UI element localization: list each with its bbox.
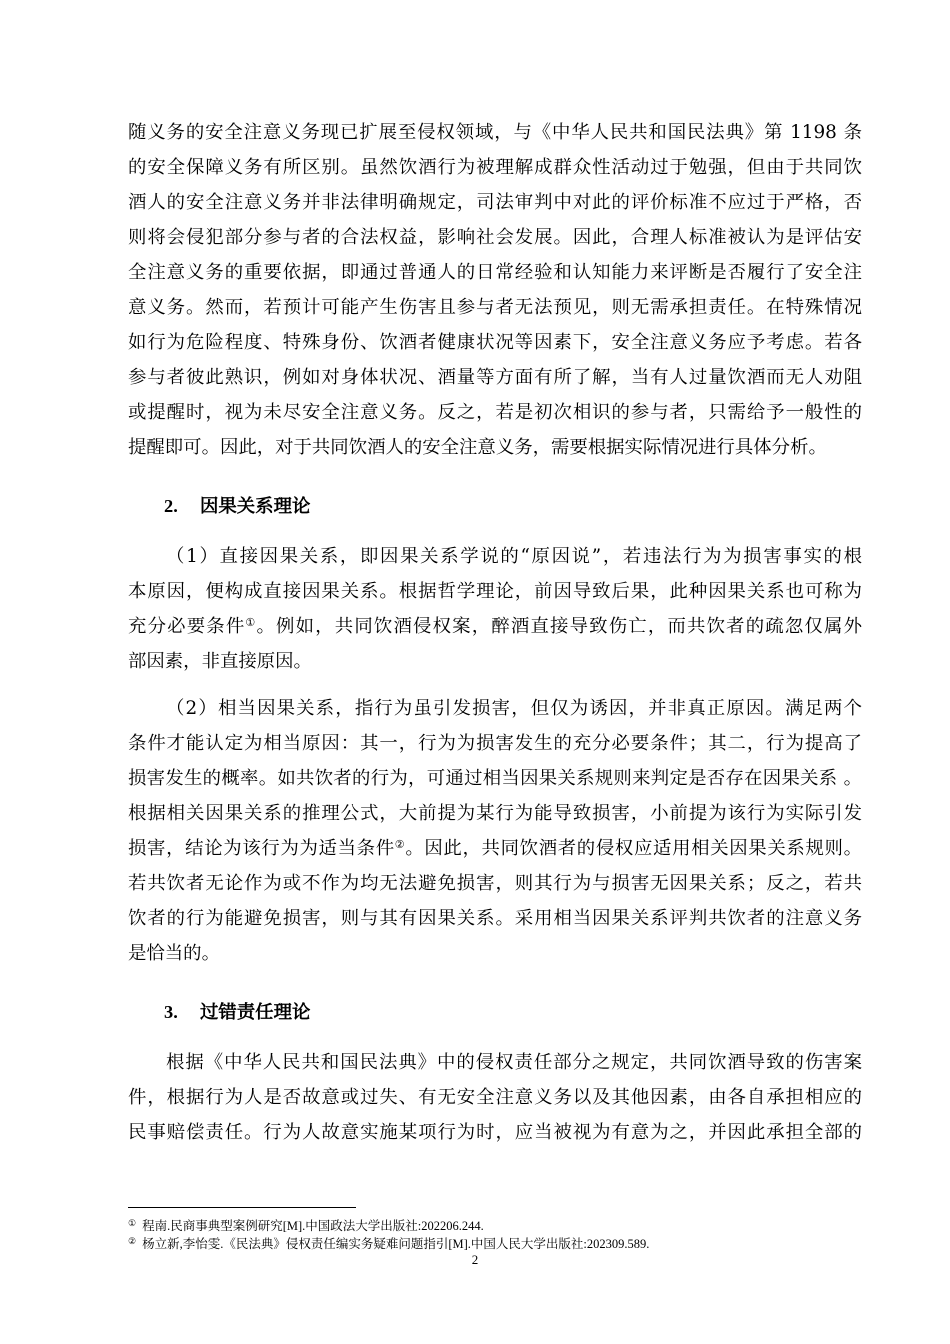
paragraph-line	[128, 837, 862, 861]
paragraph-line	[128, 615, 862, 639]
paragraph-line: 全注意义务的重要依据，即通过普通人的日常经验和认知能力来评断是否履行了安全注	[128, 262, 862, 283]
footnote-separator	[128, 1207, 356, 1208]
footnote-ref[interactable]: ①	[245, 616, 257, 629]
paragraph-line: 件，根据行为人是否故意或过失、有无安全注意义务以及其他因素，由各自承担相应的	[128, 1087, 862, 1108]
section-heading	[164, 494, 310, 519]
footnote-text: 程南.民商事典型案例研究[M].中国政法大学出版社:202206.244.	[142, 1219, 484, 1233]
footnote	[128, 1215, 484, 1234]
section-title: 因果关系理论	[200, 496, 311, 517]
paragraph-line: 意义务。然而，若预计可能产生伤害且参与者无法预见，则无需承担责任。在特殊情况	[128, 297, 862, 318]
section-number: 2.	[164, 496, 178, 516]
section-number: 3.	[164, 1002, 178, 1022]
paragraph-line: 本原因，便构成直接因果关系。根据哲学理论，前因导致后果，此种因果关系也可称为	[128, 581, 862, 602]
paragraph-line: 损害发生的概率。如共饮者的行为，可通过相当因果关系规则来判定是否存在因果关系 。	[128, 768, 862, 789]
paragraph-line: 根据《中华人民共和国民法典》中的侵权责任部分之规定，共同饮酒导致的伤害案	[166, 1052, 862, 1073]
paragraph-line: 民事赔偿责任。行为人故意实施某项行为时，应当被视为有意为之，并因此承担全部的	[128, 1122, 862, 1143]
paragraph-line: 随义务的安全注意义务现已扩展至侵权领域，与《中华人民共和国民法典》第 1198 条	[128, 122, 862, 143]
paragraph-line: 是恰当的。	[128, 943, 220, 964]
footnote-mark: ②	[128, 1236, 137, 1246]
page-number: 2	[471, 1252, 479, 1267]
paragraph-line: 条件才能认定为相当原因：其一，行为为损害发生的充分必要条件；其二，行为提高了	[128, 733, 862, 754]
paragraph-line: 酒人的安全注意义务并非法律明确规定，司法审判中对此的评价标准不应过于严格，否	[128, 192, 862, 213]
footnote	[128, 1233, 649, 1252]
text-span: 。例如，共同饮酒侵权案，醉酒直接导致伤亡，而共饮者的疏忽仅属外	[256, 616, 862, 637]
paragraph-line: （2）相当因果关系，指行为虽引发损害，但仅为诱因，并非真正原因。满足两个	[166, 698, 862, 719]
text-span: 充分必要条件	[128, 616, 246, 637]
paragraph-line: 根据相关因果关系的推理公式，大前提为某行为能导致损害，小前提为该行为实际引发	[128, 803, 862, 824]
paragraph-line: （1）直接因果关系，即因果关系学说的“原因说”，若违法行为为损害事实的根	[166, 546, 862, 567]
paragraph-line: 提醒即可。因此，对于共同饮酒人的安全注意义务，需要根据实际情况进行具体分析。	[128, 437, 827, 458]
paragraph-line: 部因素，非直接原因。	[128, 651, 312, 672]
paragraph-line: 如行为危险程度、特殊身份、饮酒者健康状况等因素下，安全注意义务应予考虑。若各	[128, 332, 862, 353]
footnote-text: 杨立新,李怡雯.《民法典》侵权责任编实务疑难问题指引[M].中国人民大学出版社:202309.589.	[142, 1237, 650, 1251]
section-title: 过错责任理论	[200, 1002, 311, 1023]
paragraph-line: 则将会侵犯部分参与者的合法权益，影响社会发展。因此，合理人标准被认为是评估安	[128, 227, 862, 248]
paragraph-line: 参与者彼此熟识，例如对身体状况、酒量等方面有所了解，当有人过量饮酒而无人劝阻	[128, 367, 862, 388]
paragraph-line: 若共饮者无论作为或不作为均无法避免损害，则其行为与损害无因果关系；反之，若共	[128, 873, 862, 894]
footnote-mark: ①	[128, 1218, 137, 1228]
paragraph-line: 的安全保障义务有所区别。虽然饮酒行为被理解成群众性活动过于勉强，但由于共同饮	[128, 157, 862, 178]
paragraph-line: 饮者的行为能避免损害，则与其有因果关系。采用相当因果关系评判共饮者的注意义务	[128, 908, 862, 929]
text-span: 。因此，共同饮酒者的侵权应适用相关因果关系规则。	[405, 838, 862, 859]
section-heading	[164, 1000, 310, 1025]
paragraph-line: 或提醒时，视为未尽安全注意义务。反之，若是初次相识的参与者，只需给予一般性的	[128, 402, 862, 423]
text-span: 损害，结论为该行为为适当条件	[128, 838, 395, 859]
footnote-ref[interactable]: ②	[394, 838, 406, 851]
